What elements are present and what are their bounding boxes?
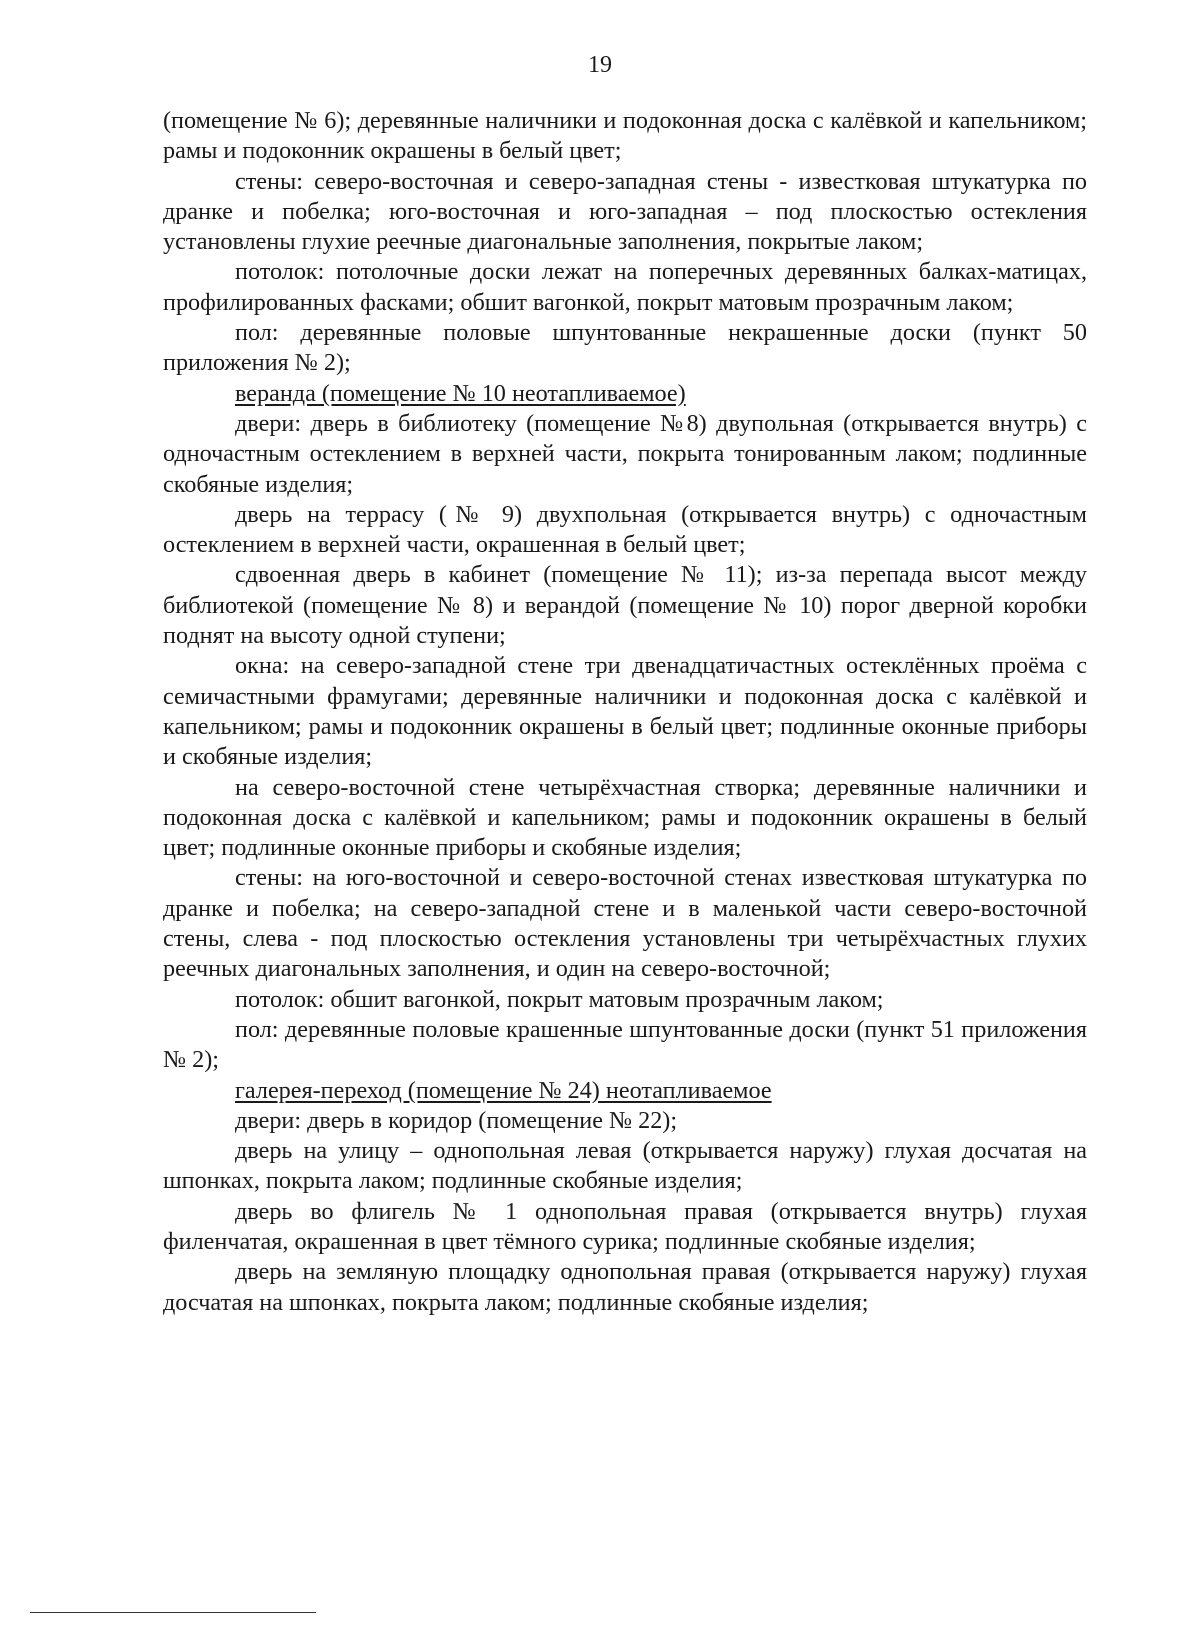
paragraph-door-cabinet: сдвоенная дверь в кабинет (помещение № 11); из-за перепада высот между библиотекой (помещение № 8) и верандой (помещение № 10) порог дверной коробки поднят на высоту одной ступени; xyxy=(163,561,1087,650)
section-heading-gallery-text: галерея-переход (помещение № 24) неотапливаемое xyxy=(235,1076,772,1104)
footnote-divider xyxy=(30,1612,316,1613)
section-heading-gallery xyxy=(163,1076,1087,1106)
paragraph-walls: стены: северо-восточная и северо-западная стены - известковая штукатурка по дранке и побелка; юго-восточная и юго-западная – под плоскостью остекления установлены глухие реечные диагональные заполнения, покрытые лаком; xyxy=(163,167,1087,256)
paragraph-ceiling: потолок: потолочные доски лежат на поперечных деревянных балках-матицах, профилированных фасками; обшит вагонкой, покрыт матовым прозрачным лаком; xyxy=(163,258,1087,316)
paragraph-windows-northeast: на северо-восточной стене четырёхчастная створка; деревянные наличники и подоконная доска с калёвкой и капельником; рамы и подоконник окрашены в белый цвет; подлинные оконные приборы и скобяные изделия; xyxy=(163,773,1087,862)
paragraph-veranda-ceiling: потолок: обшит вагонкой, покрыт матовым прозрачным лаком; xyxy=(235,985,884,1013)
section-heading-veranda-text: веранда (помещение № 10 неотапливаемое) xyxy=(235,379,686,407)
paragraph-doors-library: двери: дверь в библиотеку (помещение №8) двупольная (открывается внутрь) с одночастным остеклением в верхней части, покрыта тонированным лаком; подлинные скобяные изделия; xyxy=(163,409,1087,498)
paragraph-door-street: дверь на улицу – однопольная левая (открывается наружу) глухая досчатая на шпонках, покрыта лаком; подлинные скобяные изделия; xyxy=(163,1137,1087,1195)
document-body xyxy=(163,106,1087,1318)
paragraph-veranda-floor: пол: деревянные половые крашенные шпунтованные доски (пункт 51 приложения № 2); xyxy=(163,1015,1087,1074)
page-number: 19 xyxy=(588,52,612,78)
paragraph-door-terrace: дверь на террасу (№ 9) двухпольная (открывается внутрь) с одночастным остеклением в верхней части, окрашенная в белый цвет; xyxy=(163,500,1087,559)
paragraph-door-ground: дверь на земляную площадку однопольная правая (открывается наружу) глухая досчатая на шпонках, покрыта лаком; подлинные скобяные изделия; xyxy=(163,1258,1087,1316)
paragraph-gallery-doors: двери: дверь в коридор (помещение № 22); xyxy=(235,1106,678,1134)
paragraph-veranda-walls: стены: на юго-восточной и северо-восточной стенах известковая штукатурка по дранке и побелка; на северо-западной стене и в маленькой части северо-восточной стены, слева - под плоскостью остекления установлены три четырёхчастных глухих реечных диагональных заполнения, и один на северо-восточной; xyxy=(163,864,1087,983)
paragraph-floor: пол: деревянные половые шпунтованные некрашенные доски (пункт 50 приложения № 2); xyxy=(163,319,1087,377)
paragraph-continuation: (помещение № 6); деревянные наличники и подоконная доска с калёвкой и капельником; рамы и подоконник окрашены в белый цвет; xyxy=(163,107,1087,165)
paragraph-windows-northwest: окна: на северо-западной стене три двенадцатичастных остеклённых проёма с семичастными фрамугами; деревянные наличники и подоконная доска с калёвкой и капельником; рамы и подоконник окрашены в белый цвет; подлинные оконные приборы и скобяные изделия; xyxy=(163,652,1087,771)
paragraph-door-wing: дверь во флигель № 1 однопольная правая (открывается внутрь) глухая филенчатая, окрашенная в цвет тёмного сурика; подлинные скобяные изделия; xyxy=(163,1197,1087,1255)
section-heading-veranda xyxy=(163,379,1087,409)
